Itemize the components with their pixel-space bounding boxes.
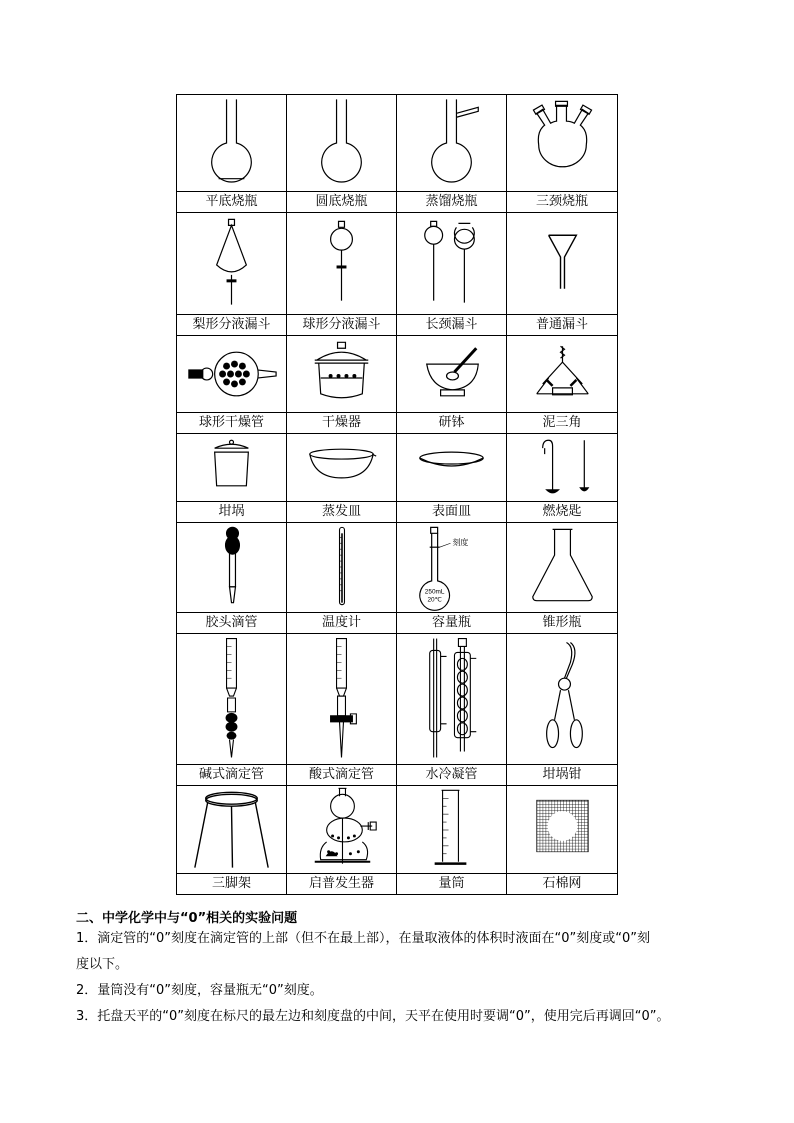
cell-erlenmeyer-flask <box>507 523 618 634</box>
cell-tripod <box>177 786 287 895</box>
label-flat-bottom-flask: 平底烧瓶 <box>177 191 286 212</box>
section-item-1-line1: 1．滴定管的“0”刻度在滴定管的上部（但不在最上部），在量取液体的体积时液面在“0”刻度或“0”刻 <box>76 931 650 946</box>
table-row <box>177 634 618 786</box>
three-neck-flask-image <box>507 95 617 191</box>
cell-crucible-tongs <box>507 634 618 786</box>
cell-kipp-generator <box>287 786 397 895</box>
distillation-flask-image <box>397 95 506 191</box>
section-item-3: 3．托盘天平的“0”刻度在标尺的最左边和刻度盘的中间，天平在使用时要调“0”，使用完后再调回“0”。 <box>76 1009 670 1024</box>
label-combustion-spoon: 燃烧匙 <box>507 501 617 522</box>
cell-pear-separatory-funnel <box>177 213 287 336</box>
cell-water-condenser <box>397 634 507 786</box>
graduated-cylinder-image <box>397 786 506 873</box>
combustion-spoon-image <box>507 434 617 501</box>
crucible-image <box>177 434 286 501</box>
label-water-condenser: 水冷凝管 <box>397 764 506 785</box>
cell-long-neck-funnel <box>397 213 507 336</box>
drying-tube-image <box>177 336 286 412</box>
water-condenser-image <box>397 634 506 764</box>
cell-acid-burette <box>287 634 397 786</box>
label-asbestos-gauze: 石棉网 <box>507 873 617 894</box>
crucible-tongs-image <box>507 634 617 764</box>
cell-desiccator <box>287 336 397 434</box>
flat-bottom-flask-image <box>177 95 286 191</box>
label-long-neck-funnel: 长颈漏斗 <box>397 314 506 335</box>
label-dropper: 胶头滴管 <box>177 612 286 633</box>
clay-triangle-image <box>507 336 617 412</box>
cell-volumetric-flask <box>397 523 507 634</box>
evaporating-dish-image <box>287 434 396 501</box>
round-bottom-flask-image <box>287 95 396 191</box>
label-pear-separatory-funnel: 梨形分液漏斗 <box>177 314 286 335</box>
section-title: 二、中学化学中与“0”相关的实验问题 <box>76 911 298 926</box>
watch-glass-image <box>397 434 506 501</box>
cell-crucible <box>177 434 287 523</box>
label-distillation-flask: 蒸馏烧瓶 <box>397 191 506 212</box>
label-common-funnel: 普通漏斗 <box>507 314 617 335</box>
pear-separatory-funnel-image <box>177 213 286 314</box>
cell-base-burette <box>177 634 287 786</box>
erlenmeyer-flask-image <box>507 523 617 612</box>
cell-combustion-spoon <box>507 434 618 523</box>
cell-drying-tube <box>177 336 287 434</box>
volumetric-flask-temperature: 20℃ <box>427 596 442 604</box>
label-tripod: 三脚架 <box>177 873 286 894</box>
thermometer-image <box>287 523 396 612</box>
section-item-1 <box>76 926 726 978</box>
label-three-neck-flask: 三颈烧瓶 <box>507 191 617 212</box>
table-row <box>177 336 618 434</box>
label-clay-triangle: 泥三角 <box>507 412 617 433</box>
label-watch-glass: 表面皿 <box>397 501 506 522</box>
label-thermometer: 温度计 <box>287 612 396 633</box>
cell-thermometer <box>287 523 397 634</box>
cell-dropper <box>177 523 287 634</box>
table-row <box>177 95 618 213</box>
base-burette-image <box>177 634 286 764</box>
cell-common-funnel <box>507 213 618 336</box>
table-row <box>177 786 618 895</box>
cell-mortar <box>397 336 507 434</box>
table-row <box>177 213 618 336</box>
cell-flat-bottom-flask <box>177 95 287 213</box>
label-globe-separatory-funnel: 球形分液漏斗 <box>287 314 396 335</box>
cell-clay-triangle <box>507 336 618 434</box>
cell-globe-separatory-funnel <box>287 213 397 336</box>
label-kipp-generator: 启普发生器 <box>287 873 396 894</box>
dropper-image <box>177 523 286 612</box>
cell-watch-glass <box>397 434 507 523</box>
label-round-bottom-flask: 圆底烧瓶 <box>287 191 396 212</box>
volumetric-flask-image <box>397 523 506 612</box>
cell-three-neck-flask <box>507 95 618 213</box>
volumetric-flask-scale-label: 刻度 <box>452 538 469 548</box>
section-item-1-line2: 度以下。 <box>76 957 129 972</box>
table-row <box>177 523 618 634</box>
cell-asbestos-gauze <box>507 786 618 895</box>
label-crucible: 坩埚 <box>177 501 286 522</box>
common-funnel-image <box>507 213 617 314</box>
section-item-2: 2．量筒没有“0”刻度，容量瓶无“0”刻度。 <box>76 983 323 998</box>
kipp-generator-image <box>287 786 396 873</box>
cell-round-bottom-flask <box>287 95 397 213</box>
desiccator-image <box>287 336 396 412</box>
label-base-burette: 碱式滴定管 <box>177 764 286 785</box>
cell-evaporating-dish <box>287 434 397 523</box>
cell-graduated-cylinder <box>397 786 507 895</box>
label-volumetric-flask: 容量瓶 <box>397 612 506 633</box>
acid-burette-image <box>287 634 396 764</box>
mortar-image <box>397 336 506 412</box>
table-row <box>177 434 618 523</box>
label-crucible-tongs: 坩埚钳 <box>507 764 617 785</box>
label-desiccator: 干燥器 <box>287 412 396 433</box>
label-erlenmeyer-flask: 锥形瓶 <box>507 612 617 633</box>
label-mortar: 研钵 <box>397 412 506 433</box>
volumetric-flask-capacity: 250mL <box>424 588 445 596</box>
label-graduated-cylinder: 量筒 <box>397 873 506 894</box>
label-evaporating-dish: 蒸发皿 <box>287 501 396 522</box>
tripod-image <box>177 786 286 873</box>
globe-separatory-funnel-image <box>287 213 396 314</box>
apparatus-table <box>176 94 618 895</box>
label-acid-burette: 酸式滴定管 <box>287 764 396 785</box>
asbestos-gauze-image <box>507 786 617 873</box>
long-neck-funnel-image <box>397 213 506 314</box>
cell-distillation-flask <box>397 95 507 213</box>
label-drying-tube: 球形干燥管 <box>177 412 286 433</box>
